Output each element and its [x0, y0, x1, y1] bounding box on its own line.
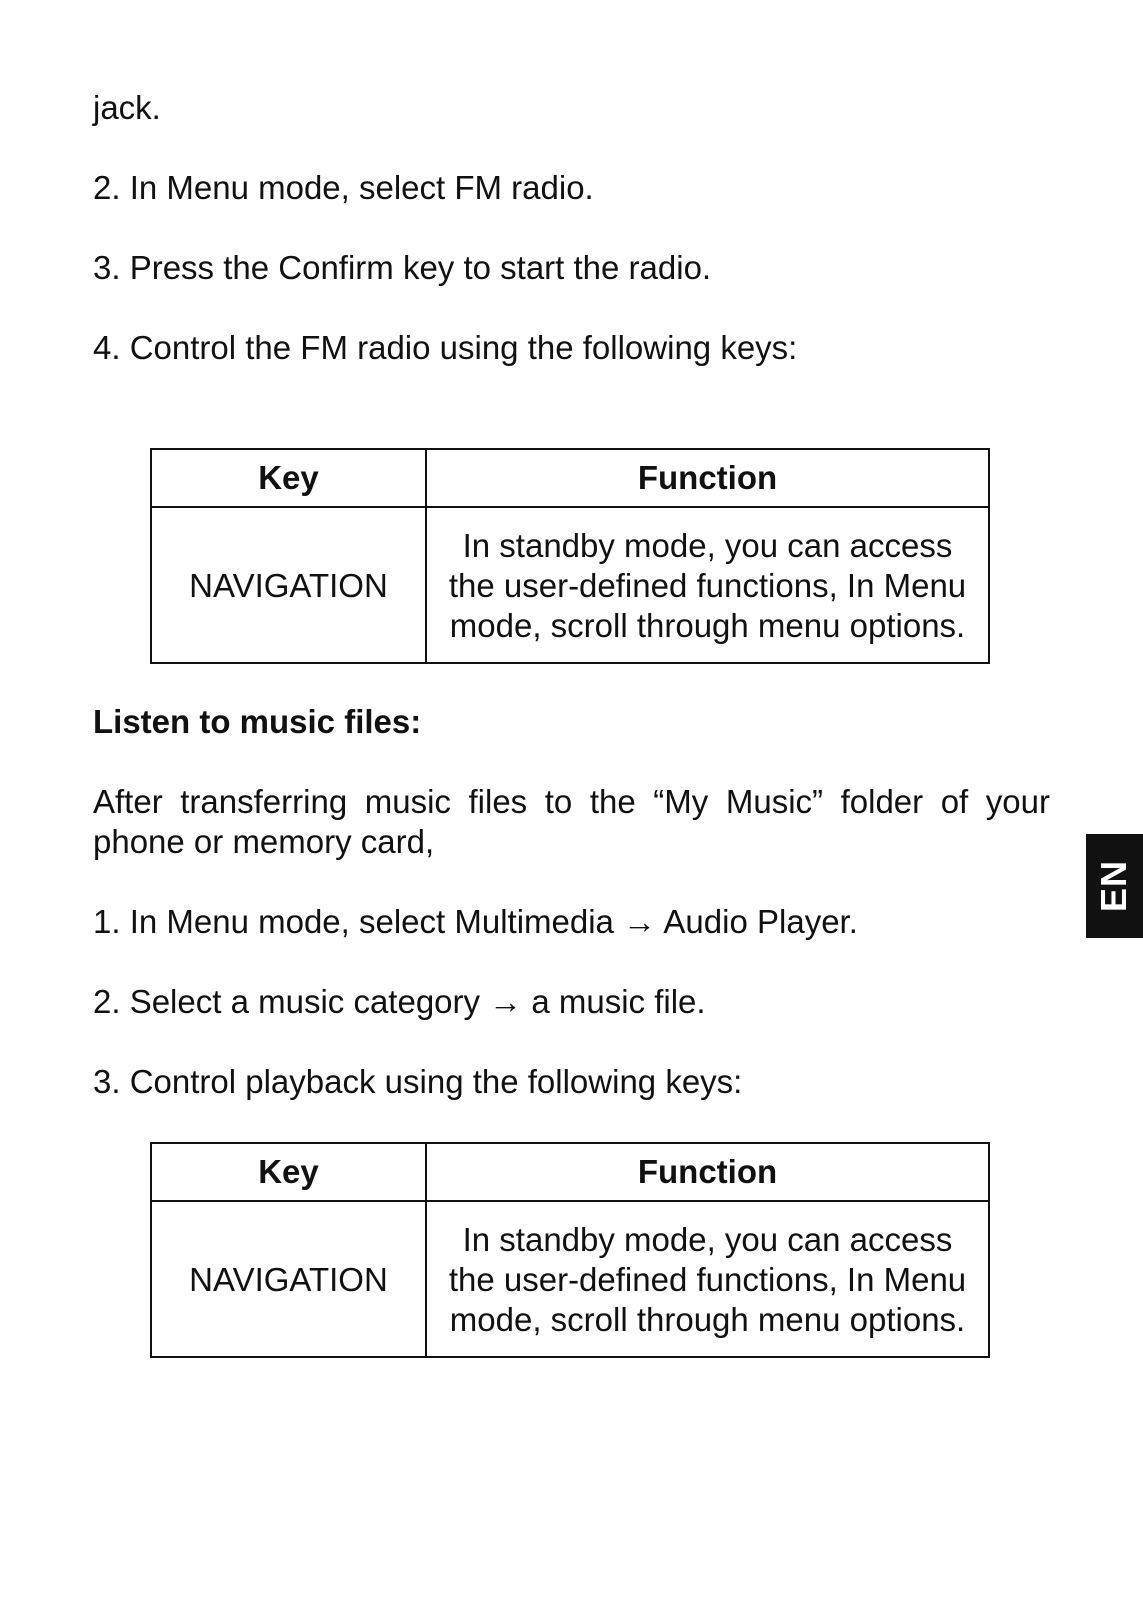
fm-step-3: 3. Press the Confirm key to start the radio. [93, 249, 712, 286]
table-header-key: Key [151, 449, 426, 507]
music-intro: After transferring music files to the “My Music” folder of your phone or memory card, [93, 783, 1050, 860]
music-step-3: 3. Control playback using the following keys: [93, 1063, 743, 1100]
table-cell-key: NAVIGATION [151, 507, 426, 663]
table-header-function: Function [426, 1143, 989, 1201]
table-row [151, 507, 989, 663]
table-row [151, 1201, 989, 1357]
table-cell-function: In standby mode, you can access the user-defined functions, In Menu mode, scroll through menu options. [426, 507, 989, 663]
section-heading: Listen to music files: [93, 703, 422, 740]
fm-radio-keys-table [150, 448, 990, 664]
table-header-row [151, 1143, 989, 1201]
music-keys-table [150, 1142, 990, 1358]
table-header-key: Key [151, 1143, 426, 1201]
table-header-row [151, 449, 989, 507]
continued-text: jack. [93, 89, 161, 126]
page-content [93, 88, 1050, 1358]
table-cell-key: NAVIGATION [151, 1201, 426, 1357]
music-step-1: 1. In Menu mode, select Multimedia → Audio Player. [93, 903, 858, 940]
fm-step-4: 4. Control the FM radio using the following keys: [93, 329, 798, 366]
table-cell-function: In standby mode, you can access the user-defined functions, In Menu mode, scroll through menu options. [426, 1201, 989, 1357]
language-tab [1086, 834, 1143, 938]
language-tab-label: EN [1093, 859, 1135, 913]
music-step-2: 2. Select a music category → a music file. [93, 983, 706, 1020]
table-header-function: Function [426, 449, 989, 507]
fm-step-2: 2. In Menu mode, select FM radio. [93, 169, 594, 206]
